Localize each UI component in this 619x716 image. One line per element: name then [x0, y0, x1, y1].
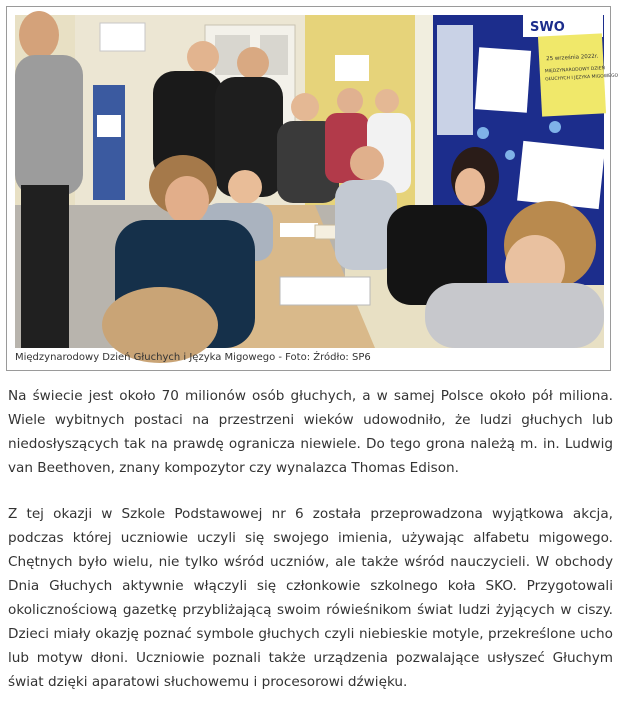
- svg-text:MIĘDZYNARODOWY DZIEŃ: MIĘDZYNARODOWY DZIEŃ: [544, 66, 606, 75]
- article-paragraph: Na świecie jest około 70 milionów osób głuchych, a w samej Polsce około pół miliona. Wiele wybitnych postaci na przestrzeni wieków udowodniło, że ludzi głuchych lub niedosłyszących tak na prawdę ogranicza niewiele. Do tego grona należą m. in. Ludwig van Beethoven, znany kompozytor czy wynalazca Thomas Edison.: [8, 388, 613, 476]
- article-photo[interactable]: [15, 15, 619, 348]
- article-paragraph: Z tej okazji w Szkole Podstawowej nr 6 została przeprowadzona wyjątkowa akcja, podczas której uczniowie uczyli się swojego imienia, używając alfabetu migowego. Chętnych było wielu, nie tylko wśród uczniów, ale także wśród nauczycieli. W obchody Dnia Głuchych aktywnie włączyli się członkowie szkolnego koła SKO. Przygotowali okolicznościową gazetkę przybliżającą swoim rówieśnikom świat ludzi żyjących w ciszy. Dzieci miały okazję poznać symbole głuchych czyli niebieskie motyle, przekreślone ucho lub motyw dłoni. Uczniowie poznali także urządzenia pozwalające usłyszeć Głuchym świat dzięki aparatowi słuchowemu i procesorowi dźwięku.: [8, 506, 613, 690]
- svg-text:25 września 2022r.: 25 września 2022r.: [545, 53, 599, 63]
- photo-caption: Międzynarodowy Dzień Głuchych i Języka Migowego - Foto: Źródło: SP6: [15, 352, 371, 363]
- board-banner-text: SWO: [530, 20, 565, 35]
- svg-text:GŁUCHYCH I JĘZYKA MIGOWEGO: GŁUCHYCH I JĘZYKA MIGOWEGO: [545, 73, 619, 83]
- article-body: [8, 384, 613, 716]
- article-figure: [6, 6, 619, 371]
- photo-illustration: [15, 15, 619, 348]
